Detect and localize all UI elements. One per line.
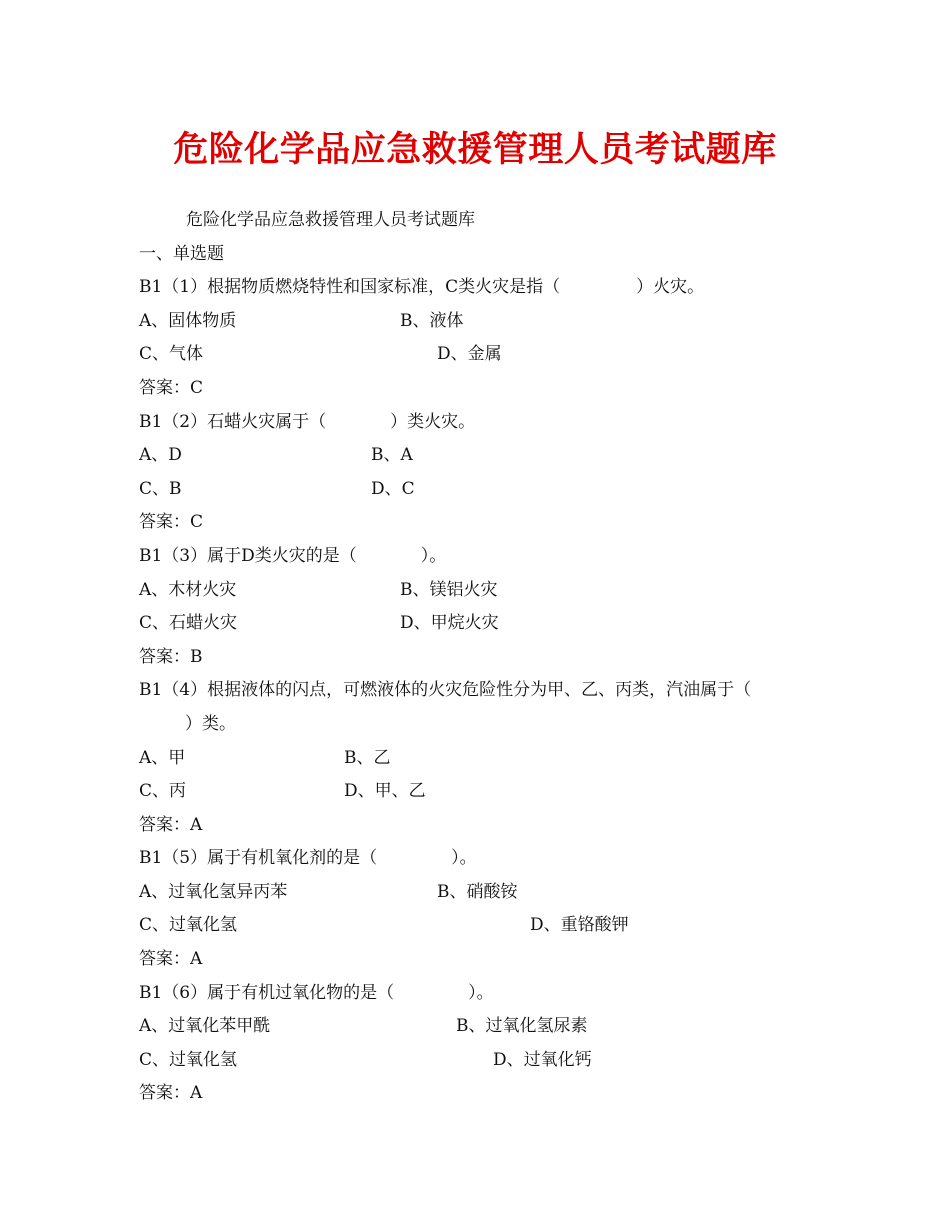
- option-c: C、过氧化氢: [139, 915, 238, 936]
- option-c: C、丙: [139, 781, 187, 802]
- option-d: D、甲烷火灾: [400, 613, 499, 634]
- answer-line: 答案：A: [139, 1083, 203, 1104]
- option-b: B、镁铝火灾: [400, 579, 498, 600]
- option-row: [139, 607, 819, 641]
- option-b: B、液体: [400, 310, 464, 331]
- answer-line: 答案：C: [139, 377, 204, 398]
- option-c: C、B: [139, 478, 182, 499]
- option-d: D、金属: [437, 344, 502, 365]
- option-row: [139, 305, 819, 339]
- option-d: D、C: [371, 478, 415, 499]
- option-a: A、D: [139, 445, 182, 466]
- option-d: D、过氧化钙: [493, 1049, 592, 1070]
- question-stem-text: B1（3）属于D类火灾的是（: [139, 545, 357, 566]
- option-row: [139, 439, 819, 473]
- question-stem-text: B1（5）属于有机氧化剂的是（: [139, 848, 378, 869]
- document-body: [139, 204, 819, 1111]
- question-stem-continuation: ）类。: [185, 713, 236, 734]
- answer-line: 答案：C: [139, 512, 204, 533]
- option-d: D、重铬酸钾: [530, 915, 629, 936]
- option-row: [139, 876, 819, 910]
- option-a: A、过氧化氢异丙苯: [139, 881, 288, 902]
- option-a: A、固体物质: [139, 310, 237, 331]
- section-heading: 一、单选题: [139, 243, 224, 264]
- option-row: [139, 909, 819, 943]
- answer-line: 答案：B: [139, 646, 203, 667]
- option-b: B、过氧化氢尿素: [456, 1016, 588, 1037]
- document-subtitle: 危险化学品应急救援管理人员考试题库: [186, 210, 475, 230]
- question-stem: [139, 540, 819, 574]
- option-b: B、乙: [344, 747, 391, 768]
- question-stem-end: ）。: [468, 982, 494, 1003]
- question-stem-end: ）类火灾。: [390, 411, 476, 432]
- option-a: A、木材火灾: [139, 579, 237, 600]
- option-row: [139, 473, 819, 507]
- option-row: [139, 1010, 819, 1044]
- question-stem-text: B1（6）属于有机过氧化物的是（: [139, 982, 395, 1003]
- option-c: C、过氧化氢: [139, 1049, 238, 1070]
- question-stem-end: ）。: [420, 545, 447, 566]
- option-row: [139, 1044, 819, 1078]
- question-stem-end: ）。: [451, 848, 477, 869]
- question-stem-end: ）火灾。: [636, 277, 705, 298]
- option-c: C、气体: [139, 344, 204, 365]
- question-stem: [139, 406, 819, 440]
- question-stem-text: B1（1）根据物质燃烧特性和国家标准，C类火灾是指（: [139, 277, 561, 298]
- option-row: [139, 775, 819, 809]
- option-row: [139, 338, 819, 372]
- document-title: 危险化学品应急救援管理人员考试题库: [173, 129, 777, 170]
- question-stem: [139, 674, 819, 708]
- answer-line: 答案：A: [139, 814, 203, 835]
- answer-line: 答案：A: [139, 949, 203, 970]
- option-d: D、甲、乙: [344, 781, 426, 802]
- question-stem: [139, 842, 819, 876]
- option-b: B、硝酸铵: [437, 881, 518, 902]
- option-row: [139, 742, 819, 776]
- option-c: C、石蜡火灾: [139, 613, 238, 634]
- question-stem: [139, 977, 819, 1011]
- option-a: A、过氧化苯甲酰: [139, 1016, 271, 1037]
- question-stem-text: B1（2）石蜡火灾属于（: [139, 411, 327, 432]
- question-stem: [139, 271, 819, 305]
- option-row: [139, 574, 819, 608]
- option-b: B、A: [371, 445, 413, 466]
- option-a: A、甲: [139, 747, 186, 768]
- question-stem-text: B1（4）根据液体的闪点，可燃液体的火灾危险性分为甲、乙、丙类，汽油属于（: [139, 680, 752, 701]
